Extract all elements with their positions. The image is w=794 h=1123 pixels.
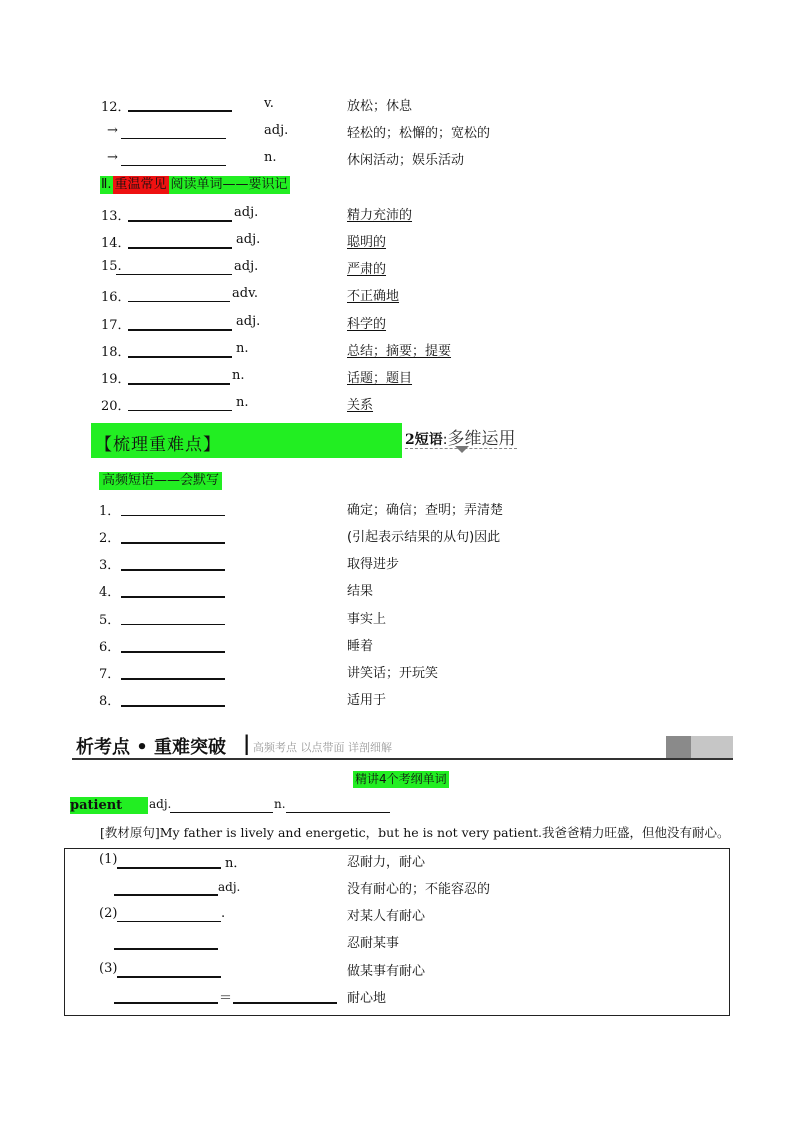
answer-blank[interactable]: [121, 584, 225, 598]
vocab-pos: n.: [264, 150, 277, 165]
answer-blank[interactable]: [117, 909, 221, 922]
keyword-patient: patient: [70, 797, 148, 814]
vocab-pos: n.: [236, 395, 249, 410]
phrase-num: 8．: [99, 694, 121, 709]
pos-suffix: adj.: [218, 880, 241, 894]
caret-down-icon: [455, 446, 469, 453]
section-green-label: 阅读单词——要识记: [170, 177, 288, 192]
vocab-pos: adv.: [232, 286, 259, 301]
vocab-num: 19．: [101, 372, 131, 387]
answer-blank[interactable]: [128, 398, 232, 411]
answer-blank[interactable]: [117, 855, 221, 869]
answer-blank[interactable]: [121, 126, 226, 139]
answer-blank[interactable]: [121, 153, 226, 166]
badge-number: 2: [405, 432, 415, 448]
vocab-meaning: 不正确地: [347, 289, 400, 304]
section-header: [100, 176, 290, 194]
answer-blank[interactable]: [128, 371, 230, 385]
vocab-pos: adj.: [236, 232, 261, 247]
decor-block-dark: [666, 736, 691, 758]
phrase-meaning: 取得进步: [347, 557, 400, 572]
vocab-meaning: 轻松的；松懈的；宽松的: [347, 126, 491, 141]
phrase-meaning: 睡着: [347, 639, 374, 654]
answer-blank[interactable]: [128, 289, 230, 302]
answer-blank[interactable]: [128, 317, 232, 331]
section-bar-divider: |: [243, 731, 251, 755]
phrase-meaning: 确定；确信；查明；弄清楚: [347, 503, 504, 518]
answer-blank[interactable]: [128, 98, 232, 112]
derive-arrow: →: [107, 123, 118, 138]
pos-suffix: n．: [225, 856, 247, 871]
box-meaning: 做某事有耐心: [347, 964, 426, 979]
phrase-meaning: 讲笑话；开玩笑: [347, 666, 439, 681]
vocab-pos: v.: [264, 96, 274, 111]
item-label: (2): [99, 906, 118, 921]
vocab-meaning: 科学的: [347, 317, 387, 332]
vocab-meaning: 精力充沛的: [347, 208, 413, 223]
pos-n: n.: [274, 797, 286, 811]
phrase-meaning: 结果: [347, 584, 374, 599]
vocab-pos: n.: [232, 368, 245, 383]
vocab-num: 12．: [101, 100, 131, 115]
phrase-num: 2．: [99, 531, 121, 546]
vocab-num: 17．: [101, 318, 131, 333]
phrase-header: 高频短语——会默写: [99, 472, 222, 490]
vocab-num: 14．: [101, 236, 131, 251]
answer-blank[interactable]: [114, 936, 218, 950]
item-label: (3): [99, 961, 118, 976]
answer-blank[interactable]: [128, 344, 232, 358]
badge-bold: 短语: [414, 432, 443, 448]
vocab-pos: adj.: [236, 314, 261, 329]
phrase-num: 1．: [99, 504, 121, 519]
equals-sign: ＝: [219, 991, 233, 1006]
answer-blank[interactable]: [128, 235, 232, 249]
badge-sep: :: [442, 432, 448, 448]
section-bar-title: 析考点 • 重难突破: [76, 737, 227, 758]
phrase-meaning: 适用于: [347, 693, 387, 708]
box-meaning: 对某人有耐心: [347, 909, 426, 924]
box-meaning: 忍耐某事: [347, 936, 400, 951]
phrase-num: 4．: [99, 585, 121, 600]
vocab-meaning: 关系: [347, 398, 374, 413]
item-label: (1): [99, 852, 118, 867]
decor-block-light: [691, 736, 733, 758]
vocab-num: 15.: [101, 259, 122, 274]
vocab-pos: adj.: [234, 259, 259, 274]
answer-blank[interactable]: [121, 693, 225, 707]
answer-blank[interactable]: [114, 990, 218, 1004]
banner-title: 【梳理重难点】: [95, 435, 221, 455]
jingjiang-title: 精讲4个考纲单词: [355, 772, 447, 786]
pos-adj: adj.: [149, 797, 172, 811]
vocab-num: 20．: [101, 399, 131, 414]
phrase-num: 7．: [99, 667, 121, 682]
answer-blank[interactable]: [233, 990, 337, 1004]
answer-blank[interactable]: [116, 262, 232, 275]
answer-blank[interactable]: [121, 612, 225, 625]
answer-blank[interactable]: [117, 964, 221, 978]
answer-blank[interactable]: [170, 800, 273, 813]
answer-blank[interactable]: [121, 530, 225, 544]
pos-suffix: .: [221, 906, 226, 921]
vocab-pos: adj.: [264, 123, 289, 138]
vocab-meaning: 严肃的: [347, 262, 387, 277]
phrase-num: 3．: [99, 558, 121, 573]
vocab-meaning: 聪明的: [347, 235, 387, 250]
vocab-num: 13．: [101, 209, 131, 224]
phrase-meaning: 事实上: [347, 612, 387, 627]
answer-blank[interactable]: [128, 208, 232, 222]
section-roman: Ⅱ.: [101, 177, 112, 192]
vocab-pos: adj.: [234, 205, 259, 220]
answer-blank[interactable]: [114, 882, 218, 896]
box-meaning: 忍耐力，耐心: [347, 855, 426, 870]
phrase-num: 6．: [99, 640, 121, 655]
badge-text: 多维运用: [447, 429, 516, 449]
section-bar-subtitle: 高频考点 以点带面 详剖细解: [253, 741, 392, 754]
vocab-num: 16．: [101, 290, 131, 305]
derive-arrow: →: [107, 150, 118, 165]
answer-blank[interactable]: [121, 666, 225, 680]
answer-blank[interactable]: [121, 557, 225, 571]
vocab-meaning: 放松；休息: [347, 99, 413, 114]
box-meaning: 耐心地: [347, 991, 387, 1006]
section-red-label: 重温常见: [114, 177, 167, 192]
vocab-meaning: 总结；摘要；提要: [347, 344, 452, 359]
phrase-meaning: (引起表示结果的从句)因此: [347, 530, 501, 545]
section-rule: [72, 758, 733, 760]
vocab-meaning: 话题；题目: [347, 371, 413, 386]
box-meaning: 没有耐心的；不能容忍的: [347, 882, 491, 897]
answer-blank[interactable]: [121, 639, 225, 653]
phrase-num: 5．: [99, 613, 121, 628]
banner-bar: [91, 423, 402, 458]
vocab-num: 18．: [101, 345, 131, 360]
vocab-meaning: 休闲活动；娱乐活动: [347, 153, 465, 168]
answer-blank[interactable]: [286, 800, 390, 813]
textbook-sentence: [教材原句]My father is lively and energetic，but he is not very patient.我爸爸精力旺盛，但他没有耐心。: [100, 825, 730, 840]
vocab-pos: n.: [236, 341, 249, 356]
answer-blank[interactable]: [121, 503, 225, 516]
